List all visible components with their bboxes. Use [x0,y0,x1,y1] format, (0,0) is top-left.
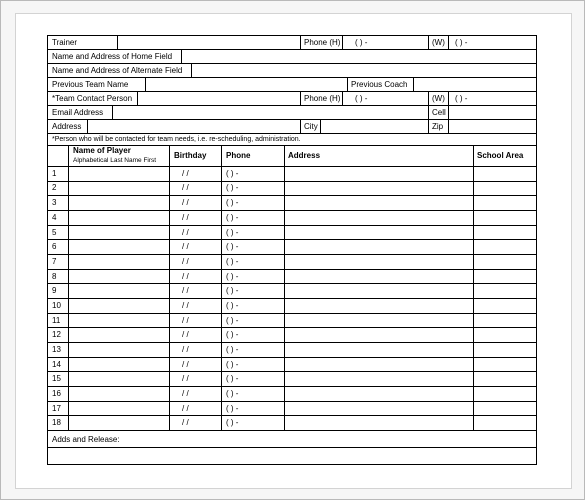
table-row [48,314,536,329]
table-row [48,416,536,431]
contact-w-label: (W) [432,94,445,103]
school-area-field[interactable] [474,299,536,313]
email-row [48,106,536,120]
school-area-field[interactable] [474,167,536,181]
birthday-field[interactable]: / / [182,212,189,222]
phone-field[interactable]: ( ) - [226,198,239,208]
table-row [48,182,536,197]
school-area-field[interactable] [474,211,536,225]
phone-field[interactable]: ( ) - [226,374,239,384]
birthday-field[interactable]: / / [182,300,189,310]
row-number: 6 [52,242,57,252]
row-number: 14 [52,359,61,369]
address-field[interactable] [285,182,473,196]
player-table [48,146,536,431]
birthday-field[interactable]: / / [182,330,189,340]
school-area-field[interactable] [474,255,536,269]
col-address-label: Address [288,151,321,160]
address-row [48,120,536,134]
address-label: Address [52,122,82,131]
player-name-field[interactable] [69,255,169,269]
birthday-field[interactable]: / / [182,388,189,398]
school-area-field[interactable] [474,226,536,240]
school-area-field[interactable] [474,343,536,357]
address-field[interactable] [285,270,473,284]
table-row [48,270,536,285]
school-area-field[interactable] [474,284,536,298]
school-area-field[interactable] [474,182,536,196]
row-number: 15 [52,374,61,384]
address-field[interactable] [285,255,473,269]
contact-note: *Person who will be contacted for team needs, i.e. re-scheduling, administration. [52,136,301,143]
phone-field[interactable]: ( ) - [226,212,239,222]
contact-work-phone-field[interactable]: ( ) - [455,94,468,103]
trainer-phone-field[interactable]: ( ) - [355,38,368,47]
trainer-row [48,36,536,50]
contact-phone-field[interactable]: ( ) - [355,94,368,103]
address-field[interactable] [285,358,473,372]
adds-release-row [48,431,536,448]
phone-field[interactable]: ( ) - [226,359,239,369]
row-number: 16 [52,388,61,398]
table-row [48,196,536,211]
birthday-field[interactable]: / / [182,418,189,428]
player-name-field[interactable] [69,416,169,430]
trainer-work-phone-field[interactable]: ( ) - [455,38,468,47]
phone-field[interactable]: ( ) - [226,403,239,413]
phone-field[interactable]: ( ) - [226,168,239,178]
birthday-field[interactable]: / / [182,256,189,266]
adds-release-field[interactable] [48,448,536,464]
phone-field[interactable]: ( ) - [226,286,239,296]
player-name-field[interactable] [69,226,169,240]
address-field[interactable] [285,284,473,298]
phone-field[interactable]: ( ) - [226,300,239,310]
row-number: 7 [52,256,57,266]
birthday-field[interactable]: / / [182,183,189,193]
row-number: 9 [52,286,57,296]
phone-h-label: Phone (H) [304,38,341,47]
team-contact-row [48,92,536,106]
phone-field[interactable]: ( ) - [226,256,239,266]
player-name-field[interactable] [69,167,169,181]
col-player-label: Name of Player [73,146,131,155]
alternate-field-label: Name and Address of Alternate Field [52,66,183,75]
row-number: 10 [52,300,61,310]
phone-field[interactable]: ( ) - [226,388,239,398]
table-header-row [48,146,536,167]
row-number: 8 [52,271,57,281]
table-row [48,387,536,402]
school-area-field[interactable] [474,358,536,372]
address-field[interactable] [285,328,473,342]
address-field[interactable] [285,343,473,357]
alternate-field-row [48,64,536,78]
birthday-field[interactable]: / / [182,198,189,208]
phone-field[interactable]: ( ) - [226,330,239,340]
address-field[interactable] [285,299,473,313]
birthday-field[interactable]: / / [182,403,189,413]
birthday-field[interactable]: / / [182,344,189,354]
phone-field[interactable]: ( ) - [226,227,239,237]
row-number: 11 [52,315,61,325]
player-name-field[interactable] [69,328,169,342]
phone-field[interactable]: ( ) - [226,344,239,354]
table-row [48,402,536,417]
birthday-field[interactable]: / / [182,168,189,178]
previous-team-label: Previous Team Name [52,80,129,89]
email-label: Email Address [52,108,104,117]
row-number: 12 [52,330,61,340]
col-player-sublabel: Alphabetical Last Name First [73,157,157,164]
birthday-field[interactable]: / / [182,242,189,252]
table-row [48,328,536,343]
row-number: 18 [52,418,61,428]
player-name-field[interactable] [69,240,169,254]
school-area-field[interactable] [474,196,536,210]
address-field[interactable] [285,372,473,386]
table-row [48,358,536,373]
player-name-field[interactable] [69,270,169,284]
address-field[interactable] [285,167,473,181]
player-name-field[interactable] [69,314,169,328]
adds-release-label: Adds and Release: [52,435,120,444]
player-name-field[interactable] [69,211,169,225]
team-contact-label: *Team Contact Person [52,94,133,103]
col-birthday-label: Birthday [174,151,207,160]
birthday-field[interactable]: / / [182,374,189,384]
player-name-field[interactable] [69,343,169,357]
cell-label: Cell [432,108,446,117]
phone-field[interactable]: ( ) - [226,242,239,252]
phone-field[interactable]: ( ) - [226,271,239,281]
address-field[interactable] [285,196,473,210]
table-row [48,372,536,387]
phone-field[interactable]: ( ) - [226,183,239,193]
birthday-field[interactable]: / / [182,227,189,237]
birthday-field[interactable]: / / [182,286,189,296]
player-name-field[interactable] [69,196,169,210]
address-field[interactable] [285,211,473,225]
phone-field[interactable]: ( ) - [226,418,239,428]
row-number: 4 [52,212,57,222]
school-area-field[interactable] [474,387,536,401]
table-row [48,284,536,299]
registration-form [47,35,537,465]
address-field[interactable] [285,226,473,240]
player-name-field[interactable] [69,299,169,313]
player-name-field[interactable] [69,284,169,298]
col-school-label: School Area [477,151,524,160]
table-row [48,343,536,358]
school-area-field[interactable] [474,328,536,342]
address-field[interactable] [285,240,473,254]
previous-team-row [48,78,536,92]
address-field[interactable] [285,387,473,401]
row-number: 5 [52,227,57,237]
row-number: 17 [52,403,61,413]
row-number: 1 [52,168,57,178]
school-area-field[interactable] [474,416,536,430]
school-area-field[interactable] [474,240,536,254]
birthday-field[interactable]: / / [182,359,189,369]
birthday-field[interactable]: / / [182,271,189,281]
table-row [48,226,536,241]
home-field-label: Name and Address of Home Field [52,52,173,61]
table-row [48,299,536,314]
table-row [48,211,536,226]
player-name-field[interactable] [69,372,169,386]
row-number: 2 [52,183,57,193]
zip-label: Zip [432,122,444,131]
home-field-row [48,50,536,64]
city-label: City [304,122,318,131]
row-number: 3 [52,198,57,208]
birthday-field[interactable]: / / [182,315,189,325]
w-label: (W) [432,38,445,47]
player-name-field[interactable] [69,182,169,196]
previous-coach-label: Previous Coach [351,80,408,89]
player-name-field[interactable] [69,387,169,401]
trainer-label: Trainer [52,38,78,47]
player-name-field[interactable] [69,402,169,416]
table-row [48,240,536,255]
school-area-field[interactable] [474,402,536,416]
table-row [48,167,536,182]
address-field[interactable] [285,314,473,328]
school-area-field[interactable] [474,314,536,328]
col-phone-label: Phone [226,151,251,160]
contact-phone-h-label: Phone (H) [304,94,341,103]
school-area-field[interactable] [474,372,536,386]
school-area-field[interactable] [474,270,536,284]
player-name-field[interactable] [69,358,169,372]
table-row [48,255,536,270]
phone-field[interactable]: ( ) - [226,315,239,325]
note-row [48,134,536,146]
address-field[interactable] [285,416,473,430]
row-number: 13 [52,344,61,354]
address-field[interactable] [285,402,473,416]
